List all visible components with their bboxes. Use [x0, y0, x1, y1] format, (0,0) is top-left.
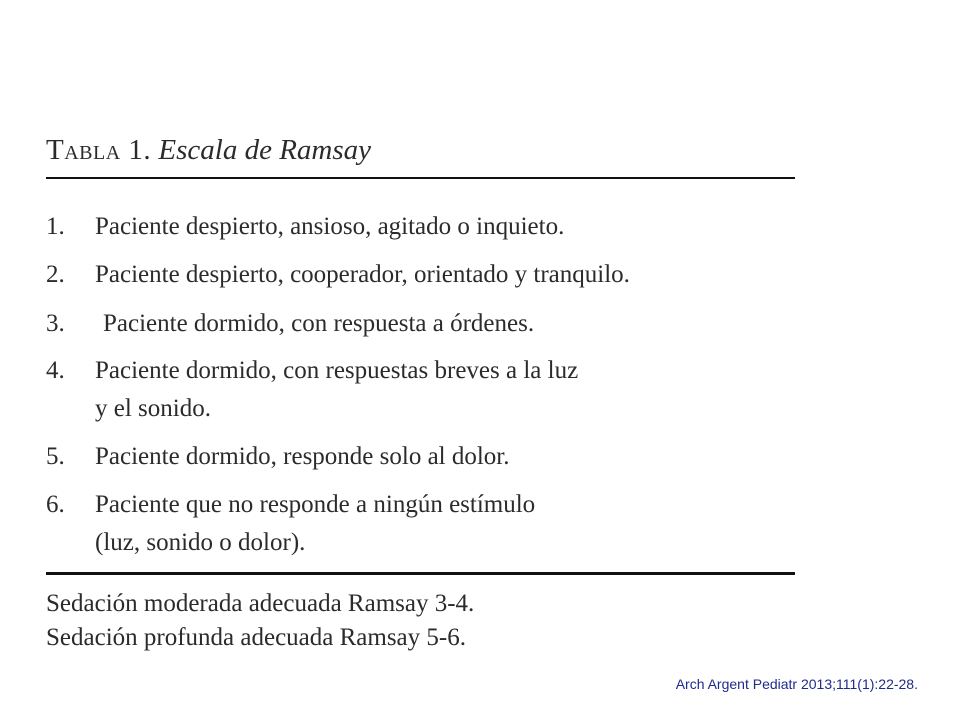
table-note-moderate: Sedación moderada adecuada Ramsay 3-4. — [46, 590, 475, 617]
item-text: Paciente despierto, ansioso, agitado o inquieto. — [95, 213, 565, 240]
bottom-rule — [46, 572, 795, 575]
item-text: Paciente dormido, con respuesta a órdenes. — [103, 310, 535, 337]
item-number: 4. — [46, 357, 65, 384]
item-text-continued: y el sonido. — [95, 395, 211, 422]
table-title-prefix: Tabla 1. — [46, 134, 152, 166]
item-number: 2. — [46, 261, 65, 288]
item-text: Paciente dormido, responde solo al dolor. — [95, 443, 510, 470]
item-text-continued: (luz, sonido o dolor). — [95, 529, 306, 556]
item-text: Paciente dormido, con respuestas breves a la luz — [95, 357, 579, 384]
table-title-name: Escala de Ramsay — [158, 134, 372, 166]
citation: Arch Argent Pediatr 2013;111(1):22-28. — [675, 676, 918, 692]
table-title — [46, 130, 371, 170]
item-number: 6. — [46, 491, 65, 518]
table-note-deep: Sedación profunda adecuada Ramsay 5-6. — [46, 624, 466, 651]
item-number: 3. — [46, 310, 65, 337]
item-number: 1. — [46, 213, 65, 240]
item-text: Paciente despierto, cooperador, orientado y tranquilo. — [95, 261, 630, 288]
top-rule — [46, 177, 795, 179]
item-text: Paciente que no responde a ningún estímulo — [95, 491, 536, 518]
item-number: 5. — [46, 443, 65, 470]
